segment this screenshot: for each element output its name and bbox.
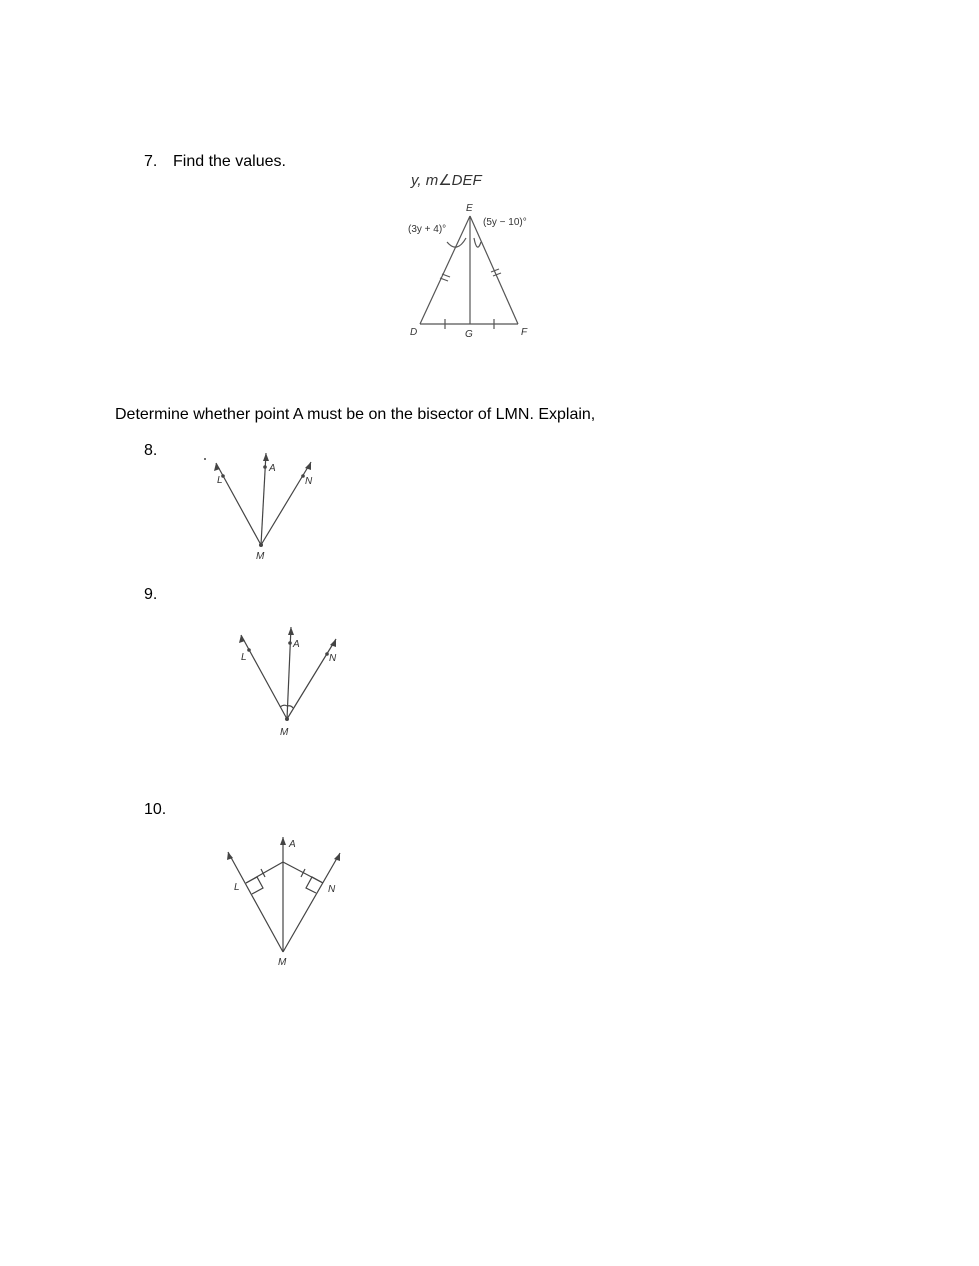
q9-label-l: L <box>241 652 247 663</box>
q10-angle-figure <box>215 832 355 972</box>
q10-label-m: M <box>278 957 287 968</box>
q10-label-l: L <box>234 882 240 893</box>
q7-right-angle-label: (5y − 10)° <box>483 217 527 228</box>
q8-label-m: M <box>256 551 265 562</box>
q7-label-e: E <box>466 203 473 214</box>
q7-prompt: Find the values. <box>173 153 286 170</box>
q8-label-a: A <box>269 463 276 474</box>
q8-label-l: L <box>217 475 223 486</box>
q7-left-angle-label: (3y + 4)° <box>408 224 447 235</box>
q10-number: 10. <box>144 801 167 818</box>
q7-label-g: G <box>465 329 473 340</box>
q7-label-f: F <box>521 327 528 338</box>
q9-number: 9. <box>144 586 158 603</box>
q7-number: 7. <box>144 153 158 170</box>
q9-label-m: M <box>280 727 289 738</box>
q7-side-ef <box>470 216 518 324</box>
q9-angle-figure <box>225 622 365 742</box>
q8-number: 8. <box>144 442 158 459</box>
q7-triangle-figure <box>395 166 555 346</box>
q7-label-d: D <box>410 327 418 338</box>
q7-asks-label: y, m∠DEF <box>411 172 482 189</box>
q10-label-a: A <box>289 839 296 850</box>
q10-label-n: N <box>328 884 336 895</box>
q9-label-n: N <box>329 653 337 664</box>
q9-label-a: A <box>293 639 300 650</box>
section-instruction: Determine whether point A must be on the bisector of LMN. Explain, <box>115 406 596 423</box>
q8-label-n: N <box>305 476 313 487</box>
q8-angle-figure <box>195 445 335 570</box>
